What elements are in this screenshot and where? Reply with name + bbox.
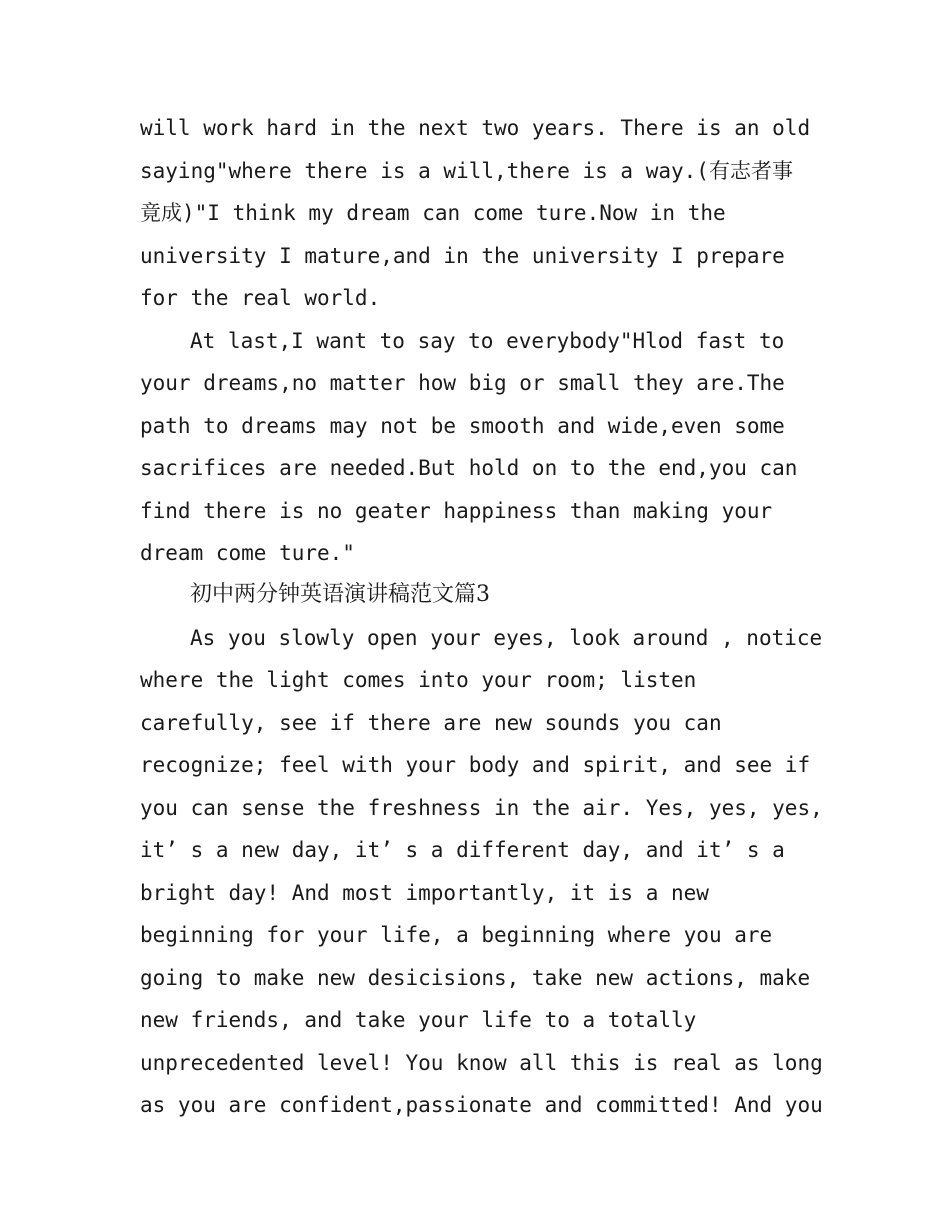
- text-line: find there is no geater happiness than making your: [140, 499, 773, 523]
- text-line: as you are confident,passionate and committed! And you: [140, 1093, 823, 1117]
- text-line: dream come ture.": [140, 541, 355, 565]
- text-line: bright day! And most importantly, it is a new: [140, 881, 709, 905]
- text-line: you can sense the freshness in the air. Yes, yes, yes,: [140, 796, 823, 820]
- text-line: sacrifices are needed.But hold on to the end,you can: [140, 456, 798, 480]
- text-line: 竟成)"I think my dream can come ture.Now in the: [140, 201, 726, 225]
- text-line: where the light comes into your room; listen: [140, 668, 697, 692]
- text-line: it’ s a new day, it’ s a different day, and it’ s a: [140, 838, 785, 862]
- section-heading: 初中两分钟英语演讲稿范文篇3: [190, 582, 490, 607]
- text-line: path to dreams may not be smooth and wide,even some: [140, 414, 785, 438]
- text-line: saying"where there is a will,there is a way.(有志者事: [140, 159, 793, 183]
- text-line: going to make new desicisions, take new actions, make: [140, 966, 811, 990]
- text-line: new friends, and take your life to a totally: [140, 1008, 697, 1032]
- text-line: beginning for your life, a beginning where you are: [140, 923, 773, 947]
- text-line: At last,I want to say to everybody"Hlod fast to: [190, 329, 785, 353]
- text-line: will work hard in the next two years. There is an old: [140, 116, 811, 140]
- text-line: your dreams,no matter how big or small they are.The: [140, 371, 785, 395]
- text-line: for the real world.: [140, 286, 381, 310]
- text-line: As you slowly open your eyes, look around , notice: [190, 626, 823, 650]
- text-line: recognize; feel with your body and spirit, and see if: [140, 753, 811, 777]
- text-line: unprecedented level! You know all this is real as long: [140, 1051, 823, 1075]
- text-line: carefully, see if there are new sounds you can: [140, 711, 722, 735]
- text-line: university I mature,and in the university I prepare: [140, 244, 785, 268]
